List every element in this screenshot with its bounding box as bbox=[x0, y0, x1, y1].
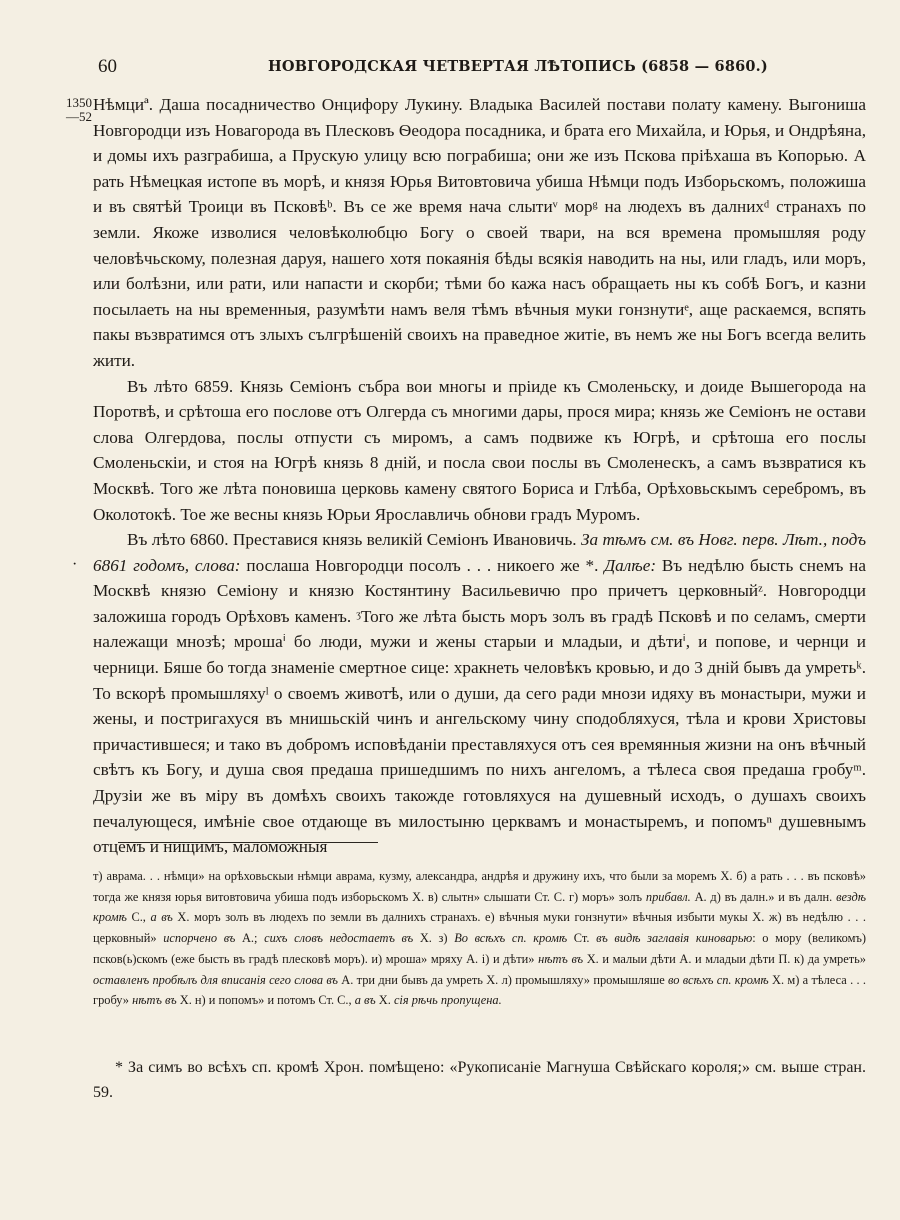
footnote-segment: Ст. bbox=[567, 931, 597, 946]
footnote-segment: а въ bbox=[354, 993, 376, 1008]
paragraph bbox=[93, 527, 866, 860]
footnote-segment: въ видѣ заглавія киноварью bbox=[596, 931, 753, 946]
paragraph-segment: Далѣе: bbox=[604, 555, 657, 575]
footnote-segment: Х. bbox=[375, 993, 394, 1008]
footnote-segment: оставленъ пробѣлъ для вписанія сего слова въ bbox=[93, 972, 338, 987]
footnote-segment: вездѣ кромѣ bbox=[93, 889, 866, 925]
footnote-segment: Х. моръ золъ въ людехъ по земли въ далнихъ странахъ. е) вѣчныя муки гонзнути» вѣчныя избыти мукы Х. ж) въ недѣлю . . . церковный» bbox=[93, 910, 867, 946]
footnote-segment: Во всѣхъ сп. кромѣ bbox=[454, 931, 568, 946]
footnotes bbox=[93, 866, 866, 1011]
footnote-segment: Х. н) и попомъ» и потомъ Ст. С., bbox=[176, 993, 355, 1008]
paragraph-segment: Въ недѣлю бысть снемъ на Москвѣ князю Семiону и князю Костянтину Васильевичю про причетъ церковныйᶻ. Новгородци заложиша городъ Орѣховъ каменъ. ᶾТого же лѣта бысть моръ золъ въ градѣ Псковѣ и по селамъ, смерти належащи мнозѣ; мрошаⁱ бо люди, мужи и жены старыи и младыи, и дѣтиⁱ, и попове, и чернци и черници. Бяше бо тогда знаменiе смертное сице: хракнеть человѣкъ кровью, и до 3 днiй бывъ да умретьᵏ. То вскорѣ промышляхуˡ о своемъ животѣ, или о души, да сего ради мнози идяху въ монастыри, мужи и жены, и постригахуся въ мнишьскiй чинъ и ангельскому чину сподобляхуся, тѣла и крови Христовы причастившеся; и тако въ добромъ исповѣданiи преставляхуся отъ сея времянныя жизни на онъ вѣчный свѣтъ къ Богу, и душа своя предаша пришедшимъ по нихъ ангеломъ, а тѣлеса своя предаша гробуᵐ. Друзiи же въ мiру въ домѣхъ своихъ такожде готовляхуся на душевный исходъ, о душахъ своихъ печалующеся, имѣнiе свое отдающе въ милостыню церквамъ и монастыремъ, и попомъⁿ душевнымъ отцемъ и нищимъ, маломожныя bbox=[93, 555, 866, 857]
footnote-segment: Х. м) а тѣлеса . . . гробу» bbox=[93, 972, 866, 1008]
footnote-segment: т) аврама. . . нѣмци» на орѣховьскыи нѣмци аврама, кузму, александра, андрѣя и дружину ихъ, что были за моремъ Х. б) а рать . . . въ псковѣ» тогда же князя юрья витовтовича убиша подъ изборьскомъ Х. в) слытн» слышати Ст. С. г) моръ» золъ bbox=[93, 869, 866, 904]
margin-years: 1350 —52 bbox=[66, 95, 92, 124]
footnote-paragraph bbox=[93, 866, 866, 1011]
footnote-segment: а въ bbox=[150, 910, 173, 925]
paragraph-segment: послаша Новгородци посолъ . . . никоего же *. bbox=[240, 555, 605, 575]
main-text bbox=[93, 92, 866, 860]
footnote-segment: сихъ словъ недостаетъ въ bbox=[264, 931, 414, 946]
footnote-segment: С., bbox=[126, 910, 151, 925]
footnote-segment: : о мору (великомъ) псков(ь)скомъ (еже бысть въ градѣ плесковѣ моръ). и) мроша» мряху А. і) и дѣти» bbox=[93, 931, 866, 966]
bottom-note bbox=[93, 1055, 866, 1105]
footnote-segment: нѣтъ въ bbox=[538, 951, 584, 966]
footnote-segment: А. д) въ далн.» и въ далн. bbox=[690, 889, 837, 904]
footnote-segment: сія рѣчь пропущена. bbox=[393, 993, 502, 1008]
paragraph bbox=[93, 374, 866, 528]
page-header bbox=[98, 56, 860, 84]
bottom-note-text: * За симъ во всѣхъ сп. кромѣ Хрон. помѣщено: «Рукописанiе Магнуша Свѣйскаго короля;» см. выше стран. 59. bbox=[93, 1059, 866, 1101]
paragraph-segment: Въ лѣто 6859. Князь Семiонъ събра вои многы и прiиде къ Смоленьску, и доиде Вышегорода на Поротвѣ, и срѣтоша его послове отъ Олгерда съ многими дары, прося мира; князь же Семiонъ не остави слова Олгердова, послы отпусти съ миромъ, а самъ подвиже къ Югрѣ, и срѣтоша его послы Смоленьскiи, и стоя на Югрѣ князь 8 днiй, и посла свои послы въ Смоленескъ, а самъ възвратися къ Москвѣ. Того же лѣта поновиша церковь камену святого Бориса и Глѣба, Орѣховьскымъ серебромъ, въ Околотокѣ. Тое же весны князь Юрьи Ярославличь обнови градъ Муромъ. bbox=[93, 376, 866, 524]
footnote-segment: Х. з) bbox=[413, 931, 455, 946]
paragraph bbox=[93, 92, 866, 374]
footnote-segment: нѣтъ въ bbox=[132, 993, 177, 1008]
footnote-segment: во всѣхъ сп. кромѣ bbox=[668, 972, 769, 987]
running-title: НОВГОРОДСКАЯ ЧЕТВЕРТАЯ ЛѢТОПИСЬ (6858 — 6860.) bbox=[268, 58, 768, 75]
paragraph-segment: Въ лѣто 6860. Преставися князь великiй Семiонъ Ивановичь. bbox=[127, 530, 581, 550]
footnote-segment: прибавл. bbox=[645, 889, 691, 904]
footnote-segment: испорчено въ bbox=[163, 931, 236, 946]
footnote-divider bbox=[118, 842, 378, 843]
margin-mark: · bbox=[72, 556, 78, 573]
page-number: 60 bbox=[98, 56, 117, 77]
footnote-segment: А.; bbox=[235, 931, 265, 946]
paragraph-segment: Нѣмциª. Даша посадничество Онцифору Лукину. Владыка Василей постави полату камену. Выгониша Новгородци изъ Новагорода въ Плесковъ Ѳеодора посадника, и брата его Михайла, и Юрья, и Ондрѣяна, и домы ихъ разграбиша, а Прускую улицу всю пограбиша; они же изъ Пскова прiѣхаша въ Копорью. А рать Нѣмецкая истопе въ морѣ, и князя Юрья Витовтовича убиша Нѣмци подъ Изборьскомъ, положиша и въ святѣй Троици въ Псковѣᵇ. Въ се же время нача слытиᵛ морᵍ на людехъ въ далнихᵈ странахъ по земли. Якоже изволися человѣколюбцю Богу о своей твари, на вся времена промышляя роду человѣчьскому, полезная даруя, нашего хотя покаянiя бѣды всякiя наводить на ны, или гладъ, или моръ, или болѣзни, или рати, или напасти и скорби; тѣми бо кажа насъ обращаеть ны къ собѣ Богъ, и казни посылаеть на ны временныя, разумѣти намъ веля тѣмъ вѣчныя муки гонзнутиᵉ, аще раскаемся, вспять пакы възвратимся отъ злыхъ сългрѣшенiй своихъ на праведное житiе, въ немъ же ны Богъ всегда велить жити. bbox=[93, 95, 866, 370]
footnote-segment: Х. и малыи дѣти А. и младыи дѣти П. к) да умреть» bbox=[583, 951, 866, 966]
footnote-segment: А. три дни бывъ да умреть Х. л) промышляху» промышляше bbox=[337, 972, 669, 987]
paragraph-segment: За тѣмъ см. въ Новг. перв. Лѣт., подъ 6861 годомъ, слова: bbox=[93, 530, 866, 575]
